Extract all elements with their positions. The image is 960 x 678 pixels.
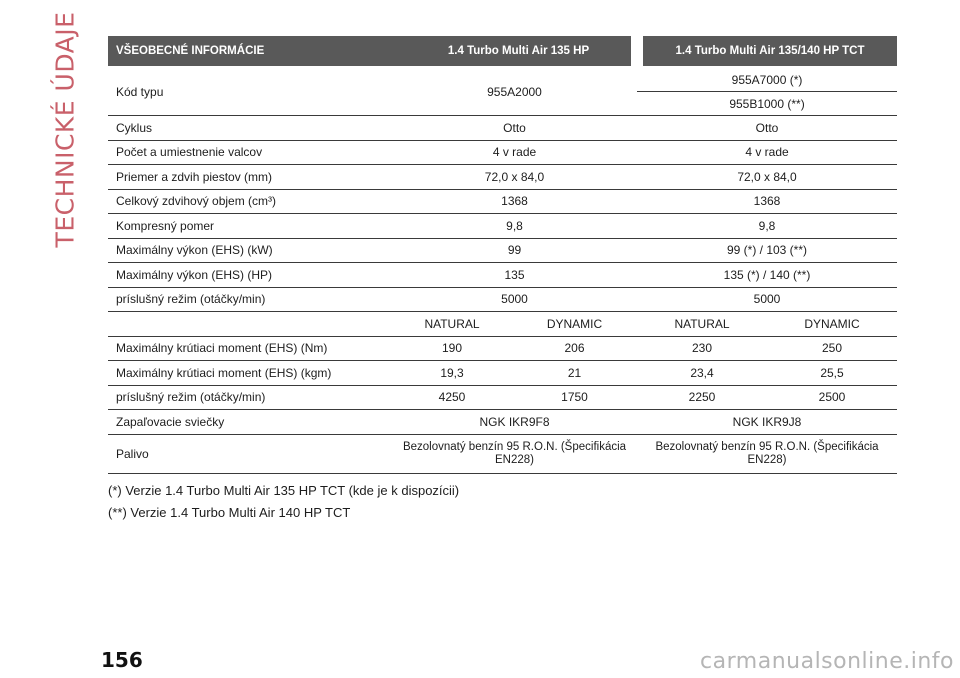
footnote-1: (*) Verzie 1.4 Turbo Multi Air 135 HP TCT (kde je k dispozícii) [108, 483, 460, 498]
table-row-fuel [108, 434, 897, 473]
table-row [108, 263, 897, 288]
table-row [108, 116, 897, 141]
row-value: 190 [392, 336, 512, 361]
table-header-row [108, 36, 897, 67]
row-value: 72,0 x 84,0 [392, 165, 637, 190]
table-row [108, 287, 897, 312]
header-engine-135-140hp-tct: 1.4 Turbo Multi Air 135/140 HP TCT [637, 36, 897, 67]
row-value: NGK IKR9F8 [392, 410, 637, 435]
row-value: 1368 [637, 189, 897, 214]
section-side-title [50, 11, 80, 247]
table-row [108, 385, 897, 410]
row-value: 4 v rade [637, 140, 897, 165]
footnotes [108, 480, 459, 524]
row-value: 955B1000 (**) [637, 92, 897, 116]
row-label: Maximálny výkon (EHS) (HP) [108, 263, 392, 288]
row-value: 206 [512, 336, 637, 361]
row-label: Maximálny výkon (EHS) (kW) [108, 238, 392, 263]
row-value: 99 (*) / 103 (**) [637, 238, 897, 263]
row-value: 5000 [392, 287, 637, 312]
row-value: 1750 [512, 385, 637, 410]
mode-natural: NATURAL [392, 312, 512, 337]
table-row-modes [108, 312, 897, 337]
row-value: Bezolovnatý benzín 95 R.O.N. (Špecifikácia EN228) [637, 434, 897, 473]
row-label: Priemer a zdvih piestov (mm) [108, 165, 392, 190]
row-value: 135 [392, 263, 637, 288]
row-label: Cyklus [108, 116, 392, 141]
row-label: Maximálny krútiaci moment (EHS) (Nm) [108, 336, 392, 361]
row-value: 99 [392, 238, 637, 263]
row-value: 19,3 [392, 361, 512, 386]
row-value: 9,8 [392, 214, 637, 239]
table-row [108, 140, 897, 165]
page-number: 156 [101, 648, 143, 672]
row-value: 21 [512, 361, 637, 386]
row-value: 72,0 x 84,0 [637, 165, 897, 190]
row-value: 9,8 [637, 214, 897, 239]
table-row [108, 189, 897, 214]
row-label: Maximálny krútiaci moment (EHS) (kgm) [108, 361, 392, 386]
row-value: 230 [637, 336, 767, 361]
table-row-type-code [108, 67, 897, 92]
row-value: 5000 [637, 287, 897, 312]
header-general-info: VŠEOBECNÉ INFORMÁCIE [108, 36, 392, 67]
row-value: Bezolovnatý benzín 95 R.O.N. (Špecifikácia EN228) [392, 434, 637, 473]
row-label: Palivo [108, 434, 392, 473]
row-value: Otto [392, 116, 637, 141]
row-value: Otto [637, 116, 897, 141]
row-value: 4250 [392, 385, 512, 410]
row-label: Kód typu [108, 67, 392, 116]
row-value: 1368 [392, 189, 637, 214]
footnote-2: (**) Verzie 1.4 Turbo Multi Air 140 HP TCT [108, 505, 351, 520]
row-label: príslušný režim (otáčky/min) [108, 287, 392, 312]
engine-spec-table [108, 36, 897, 474]
table-row [108, 214, 897, 239]
row-label: Zapaľovacie sviečky [108, 410, 392, 435]
section-side-title-text: TECHNICKÉ ÚDAJE [50, 11, 80, 247]
row-value: 25,5 [767, 361, 897, 386]
header-engine-135hp: 1.4 Turbo Multi Air 135 HP [392, 36, 637, 67]
row-value: NGK IKR9J8 [637, 410, 897, 435]
row-value: 955A2000 [392, 67, 637, 116]
row-label: Celkový zdvihový objem (cm³) [108, 189, 392, 214]
row-label: Počet a umiestnenie valcov [108, 140, 392, 165]
table-row [108, 238, 897, 263]
table-row [108, 336, 897, 361]
row-label: príslušný režim (otáčky/min) [108, 385, 392, 410]
row-value: 135 (*) / 140 (**) [637, 263, 897, 288]
row-value: 4 v rade [392, 140, 637, 165]
table-row [108, 361, 897, 386]
watermark: carmanualsonline.info [700, 649, 954, 674]
row-label-empty [108, 312, 392, 337]
mode-dynamic: DYNAMIC [767, 312, 897, 337]
row-value: 250 [767, 336, 897, 361]
row-value: 2250 [637, 385, 767, 410]
row-value: 2500 [767, 385, 897, 410]
row-value: 955A7000 (*) [637, 67, 897, 92]
mode-natural: NATURAL [637, 312, 767, 337]
row-value: 23,4 [637, 361, 767, 386]
row-label: Kompresný pomer [108, 214, 392, 239]
table-row [108, 165, 897, 190]
table-row [108, 410, 897, 435]
mode-dynamic: DYNAMIC [512, 312, 637, 337]
